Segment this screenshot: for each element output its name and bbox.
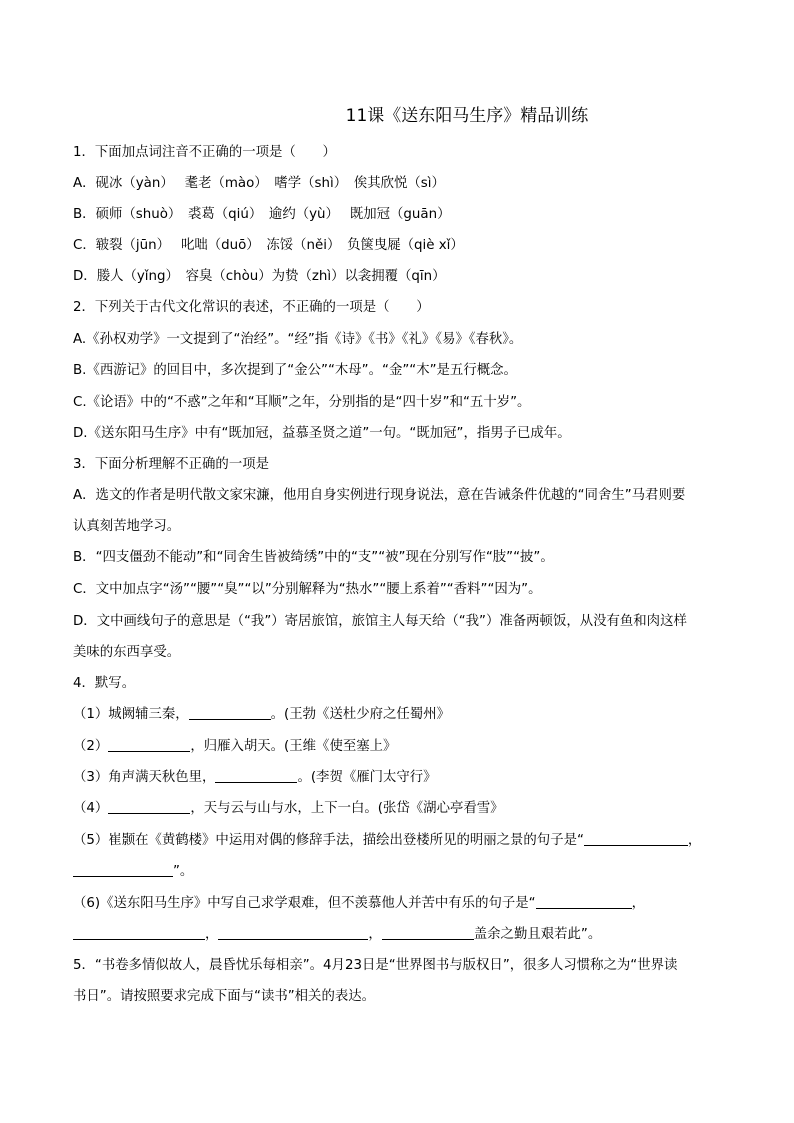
q1-option-c: C．皲裂（jūn） 叱咄（duō） 冻馁（něi） 负箧曳屣（qiè xǐ） [73, 238, 464, 253]
q4-item-4-prefix: （4） [73, 801, 109, 816]
q3-option-d: D．文中画线句子的意思是（“我”）寄居旅馆，旅馆主人每天给（“我”）准备两顿饭，从没有鱼和肉这样 [73, 614, 687, 629]
q4-item-6-cont [73, 925, 734, 945]
answer-blank[interactable] [584, 831, 688, 846]
page-title: 11课《送东阳马生序》精品训练 [345, 106, 589, 126]
q4-item-2-source: ，归雁入胡天。(王维《使至塞上》 [190, 739, 397, 754]
q4-stem: 4．默写。 [73, 676, 136, 691]
q3-stem: 3．下面分析理解不正确的一项是 [73, 457, 269, 472]
q3-option-d-cont: 美味的东西享受。 [73, 645, 181, 660]
q1-option-a: A．砚冰（yàn） 耄老（mào） 嗜学（shì） 俟其欣悦（sì） [73, 176, 445, 191]
q4-item-1-source: 。(王勃《送杜少府之任蜀州》 [270, 707, 450, 722]
q3-option-a-cont: 认真刻苦地学习。 [73, 519, 181, 534]
q1-option-b: B．硕师（shuò） 裘葛（qiú） 逾约（yù） 既加冠（guān） [73, 207, 451, 222]
q1-stem: 1．下面加点词注音不正确的一项是（ ） [73, 145, 336, 160]
q4-item-5-cont [73, 862, 734, 882]
q4-item-2 [73, 737, 734, 757]
answer-blank[interactable] [218, 925, 368, 940]
q3-option-c: C．文中加点字“汤”“腰”“臭”“以”分别解释为“热水”“腰上系着”“香料”“因为”。 [73, 582, 542, 597]
q4-item-6-end: 盖余之勤且艰若此”。 [473, 927, 602, 942]
answer-blank[interactable] [108, 737, 190, 752]
q3-option-a: A．选文的作者是明代散文家宋濂，他用自身实例进行现身说法，意在告诫条件优越的“同舍生”马君则要 [73, 488, 686, 503]
q2-option-c: C.《论语》中的“不惑”之年和“耳顺”之年，分别指的是“四十岁”和“五十岁”。 [73, 395, 531, 410]
q4-item-2-prefix: （2） [73, 739, 109, 754]
q4-item-6-prefix: （6)《送东阳马生序》中写自己求学艰难，但不羡慕他人并苦中有乐的句子是“ [73, 896, 536, 911]
answer-blank[interactable] [382, 925, 474, 940]
q4-item-3 [73, 768, 734, 788]
q2-stem: 2．下列关于古代文化常识的表述，不正确的一项是（ ） [73, 300, 430, 315]
q4-item-5-end: ”。 [173, 864, 194, 879]
q4-item-5-prefix: （5）崔颢在《黄鹤楼》中运用对偶的修辞手法，描绘出登楼所见的明丽之景的句子是“ [73, 833, 584, 848]
q4-item-1-prefix: （1）城阙辅三秦， [73, 707, 189, 722]
q4-item-4 [73, 799, 734, 819]
answer-blank[interactable] [189, 705, 271, 720]
answer-blank[interactable] [215, 768, 297, 783]
q5-stem-cont: 书日”。请按照要求完成下面与“读书”相关的表达。 [73, 989, 376, 1004]
q4-item-6-comma-2: ， [205, 927, 219, 942]
q4-item-3-prefix: （3）角声满天秋色里， [73, 770, 216, 785]
q4-item-4-source: ，天与云与山与水，上下一白。(张岱《湖心亭看雪》 [190, 801, 504, 816]
answer-blank[interactable] [108, 799, 190, 814]
q5-stem: 5．“书卷多情似故人，晨昏忧乐每相亲”。4月23日是“世界图书与版权日”，很多人习惯称之为“世界读 [73, 958, 678, 973]
q4-item-6-comma-3: ， [368, 927, 382, 942]
q4-item-3-source: 。(李贺《雁门太守行》 [297, 770, 437, 785]
q4-item-5-comma: ， [687, 833, 702, 848]
q2-option-d: D.《送东阳马生序》中有“既加冠，益慕圣贤之道”一句。“既加冠”，指男子已成年。 [73, 426, 571, 441]
q4-item-5 [73, 831, 734, 851]
answer-blank[interactable] [536, 894, 632, 909]
q2-option-b: B.《西游记》的回目中，多次提到了“金公”“木母”。“金”“木”是五行概念。 [73, 363, 517, 378]
q1-option-d: D．媵人（yǐng） 容臭（chòu）为贽（zhì）以衾拥覆（qīn） [73, 269, 446, 284]
q4-item-1 [73, 705, 734, 725]
q3-option-b: B．“四支僵劲不能动”和“同舍生皆被绮绣”中的“支”“被”现在分别写作“肢”“披”。 [73, 550, 554, 565]
answer-blank[interactable] [73, 862, 173, 877]
q4-item-6-comma: ， [631, 896, 645, 911]
q2-option-a: A.《孙权劝学》一文提到了“治经”。“经”指《诗》《书》《礼》《易》《春秋》。 [73, 332, 523, 347]
answer-blank[interactable] [73, 925, 205, 940]
q4-item-6 [73, 894, 734, 914]
